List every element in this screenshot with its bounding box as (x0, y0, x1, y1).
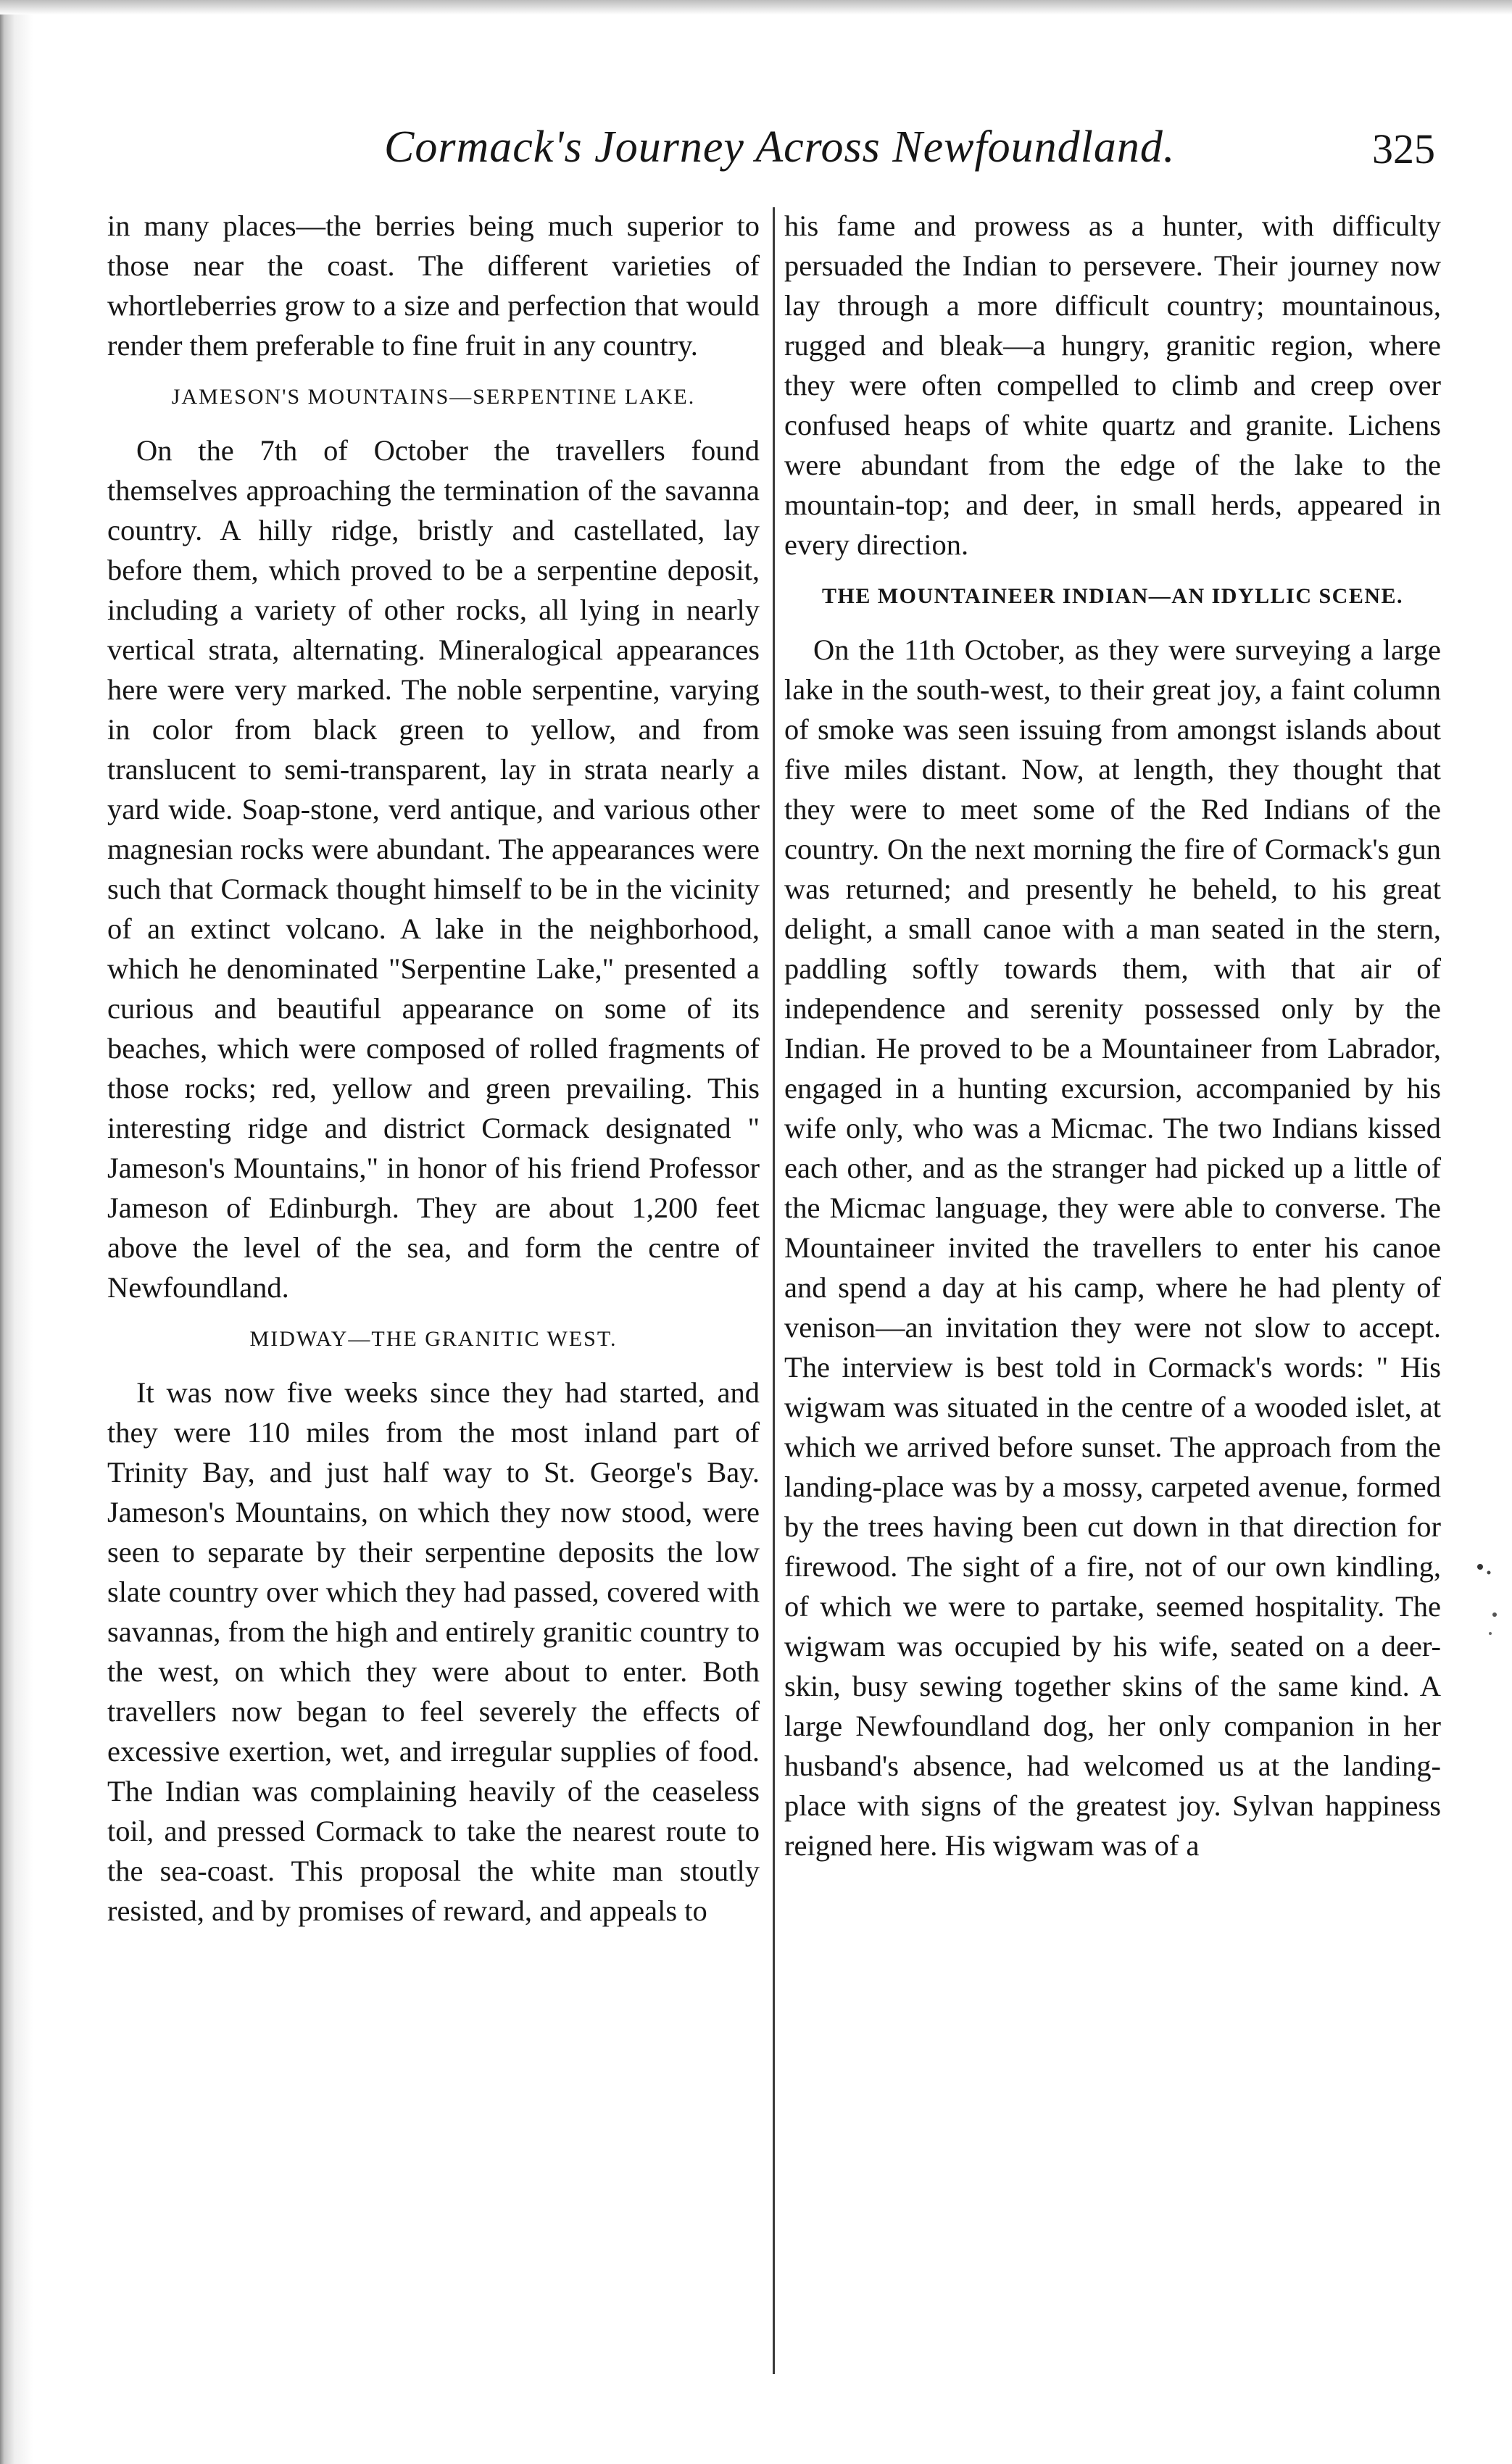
page-edge-shadow (0, 0, 33, 2464)
right-column (784, 206, 1441, 1865)
right-paragraph-1: his fame and prowess as a hunter, with difficulty persuaded the Indian to persevere. Their journey now lay through a more difficult country; mountainous, rugged and bleak—a hungry, granitic region, where they were often compelled to climb and creep over confused heaps of white quartz and granite. Lichens were abundant from the edge of the lake to the mountain-top; and deer, in small herds, appeared in every direction. (784, 209, 1441, 561)
section-heading-mountaineer-indian: THE MOUNTAINEER INDIAN—AN IDYLLIC SCENE. (821, 584, 1404, 608)
left-paragraph-3: It was now five weeks since they had started, and they were 110 miles from the most inland part of Trinity Bay, and just half way to St. George's Bay. Jameson's Mountains, on which they now stood, were seen to separate by their serpentine deposits the low slate country over which they had passed, covered with savannas, from the high and entirely granitic country to the west, on which they were about to enter. Both travellers now began to feel severely the effects of excessive exertion, wet, and irregular supplies of food. The Indian was complaining heavily of the ceaseless toil, and pressed Cormack to take the nearest route to the sea-coast. This proposal the white man stoutly resisted, and by promises of reward, and appeals to (107, 1376, 760, 1927)
running-title: Cormack's Journey Across Newfoundland. (384, 122, 1176, 172)
left-paragraph-1: in many places—the berries being much superior to those near the coast. The different varieties of whortleberries grow to a size and perfection that would render them preferable to fine fruit in any country. (107, 209, 760, 362)
ink-specks-decoration (1473, 1558, 1502, 1645)
right-paragraph-2: On the 11th October, as they were surveying a large lake in the south-west, to their great joy, a faint column of smoke was seen issuing from amongst islands about five miles distant. Now, at length, they thought that they were to meet some of the Red Indians of the country. On the next morning the fire of Cormack's gun was returned; and presently he beheld, to his great delight, a small canoe with a man seated in the stern, paddling softly towards them, with that air of independence and serenity possessed only by the Indian. He proved to be a Mountaineer from Labrador, engaged in a hunting excursion, accompanied by his wife only, who was a Micmac. The two Indians kissed each other, and as the stranger had picked up a little of the Micmac language, they were able to converse. The Mountaineer invited the travellers to enter his canoe and spend a day at his camp, where he had plenty of venison—an invitation they were not slow to accept. The interview is best told in Cormack's words: " His wigwam was situated in the centre of a wooded islet, at which we arrived before sunset. The approach from the landing-place was by a mossy, carpeted avenue, formed by the trees having been cut down in that direction for firewood. The sight of a fire, not of our own kindling, of which we were to partake, seemed hospitality. The wigwam was occupied by his wife, seated on a deer-skin, busy sewing together skins of the same kind. A large Newfoundland dog, her only companion in her husband's absence, had welcomed us at the landing-place with signs of the greatest joy. Sylvan happiness reigned here. His wigwam was of a (784, 633, 1441, 1862)
section-heading-jamesons-mountains: JAMESON'S MOUNTAINS—SERPENTINE LAKE. (171, 385, 696, 409)
left-column (107, 206, 760, 1931)
left-paragraph-2: On the 7th of October the travellers found themselves approaching the termination of the savanna country. A hilly ridge, bristly and castellated, lay before them, which proved to be a serpentine deposit, including a variety of other rocks, all lying in nearly vertical strata, alternating. Mineralogical appearances here were very marked. The noble serpentine, varying in color from black green to yellow, and from translucent to semi-transparent, lay in strata nearly a yard wide. Soap-stone, verd antique, and various other magnesian rocks were abundant. The appearances were such that Cormack thought himself to be in the vicinity of an extinct volcano. A lake in the neighborhood, which he denominated "Serpentine Lake," presented a curious and beautiful appearance on some of its beaches, which were composed of rolled fragments of those rocks; red, yellow and green prevailing. This interesting ridge and district Cormack designated " Jameson's Mountains," in honor of his friend Professor Jameson of Edinburgh. They are about 1,200 feet above the level of the sea, and form the centre of Newfoundland. (107, 434, 760, 1304)
page-number: 325 (1372, 125, 1435, 172)
page-top-shadow (0, 0, 1512, 14)
column-divider (773, 207, 775, 2374)
running-header (109, 122, 1435, 187)
section-heading-midway: MIDWAY—THE GRANITIC WEST. (249, 1327, 618, 1351)
